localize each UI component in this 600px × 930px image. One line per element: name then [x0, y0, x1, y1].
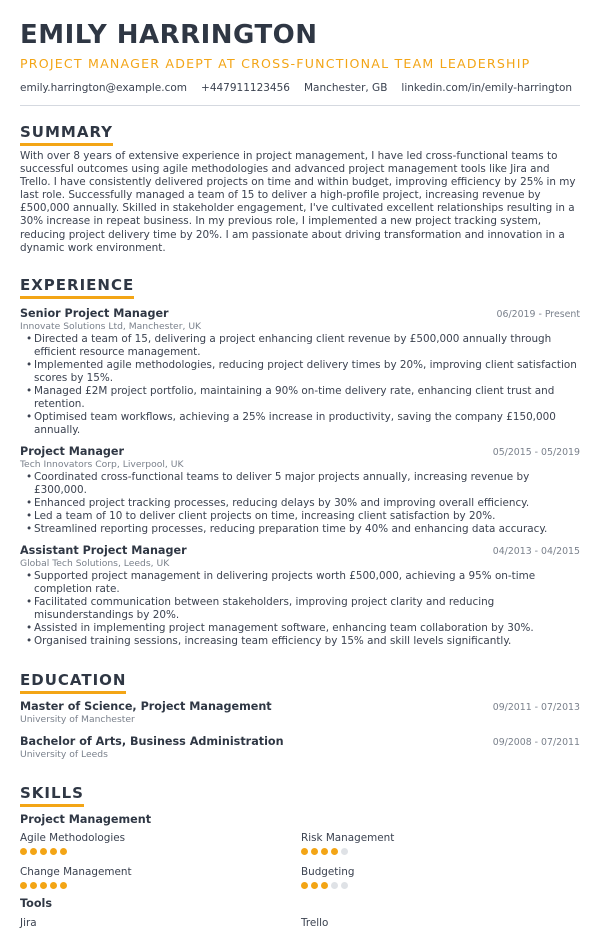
headline: PROJECT MANAGER ADEPT AT CROSS-FUNCTIONAL TEAM LEADERSHIP [20, 56, 531, 71]
job-bullet: • Implemented agile methodologies, reducing project delivery times by 20%, improving client satisfaction scores by 15%. [26, 358, 577, 384]
rating-dot-filled [40, 882, 47, 889]
job-bullet: • Streamlined reporting processes, reducing preparation time by 40% and enhancing data accuracy. [26, 522, 548, 535]
section-title-skills: SKILLS [20, 784, 84, 807]
job-company: Tech Innovators Corp, Liverpool, UK [20, 458, 184, 470]
skill-group-title: Project Management [20, 812, 152, 826]
education-entry [20, 735, 580, 761]
education-entry [20, 700, 580, 726]
job-bullet: • Coordinated cross-functional teams to deliver 5 major projects annually, increasing revenue by £300,000. [26, 470, 530, 496]
skill-item [301, 831, 580, 855]
job-bullet: • Directed a team of 15, delivering a project enhancing client revenue by £500,000 annually through efficient resource management. [26, 332, 552, 358]
skill-item [20, 831, 301, 855]
skill-rating [20, 882, 301, 889]
education-dates: 09/2011 - 07/2013 [492, 701, 580, 713]
job-bullet: • Supported project management in delivering projects worth £500,000, achieving a 95% on-time completion rate. [26, 569, 536, 595]
rating-dot-filled [311, 882, 318, 889]
skill-name: Risk Management [301, 831, 395, 844]
contact-bar [20, 81, 580, 95]
education-school: University of Manchester [20, 713, 135, 725]
summary-section [20, 122, 580, 255]
contact-location: Manchester, GB [303, 82, 388, 94]
contact-linkedin[interactable]: linkedin.com/in/emily-harrington [401, 82, 573, 94]
section-title-summary: SUMMARY [20, 123, 113, 146]
header-divider [20, 105, 580, 106]
job-entry [20, 445, 580, 536]
job-bullets [20, 333, 580, 437]
candidate-name: EMILY HARRINGTON [20, 20, 318, 50]
contact-phone[interactable]: +447911123456 [201, 82, 290, 94]
education-dates: 09/2008 - 07/2011 [492, 736, 580, 748]
job-bullet: • Optimised team workflows, achieving a 25% increase in productivity, saving the company £150,000 annually. [26, 410, 556, 436]
skill-rating [301, 882, 580, 889]
education-school: University of Leeds [20, 748, 108, 760]
rating-dot-filled [301, 882, 308, 889]
skill-item [20, 865, 301, 889]
job-entry [20, 307, 580, 437]
job-bullet: • Assisted in implementing project management software, enhancing team collaboration by 30%. [26, 621, 534, 634]
job-title: Senior Project Manager [20, 306, 169, 320]
rating-dot-empty [331, 882, 338, 889]
job-bullet: • Led a team of 10 to deliver client projects on time, increasing client satisfaction by 20%. [26, 509, 496, 522]
rating-dot-filled [60, 882, 67, 889]
education-section [20, 670, 580, 761]
job-bullet: • Enhanced project tracking processes, reducing delays by 30% and improving overall efficiency. [26, 496, 530, 509]
job-bullet: • Organised training sessions, increasing team efficiency by 15% and skill levels significantly. [26, 634, 512, 647]
contact-email[interactable]: emily.harrington@example.com [20, 82, 188, 94]
skills-section [20, 783, 580, 930]
skill-name: Budgeting [301, 865, 355, 878]
experience-section [20, 275, 580, 648]
rating-dot-filled [321, 882, 328, 889]
job-title: Project Manager [20, 444, 125, 458]
job-bullet: • Managed £2M project portfolio, maintaining a 90% on-time delivery rate, enhancing client trust and retention. [26, 384, 555, 410]
rating-dot-filled [20, 882, 27, 889]
rating-dot-filled [30, 882, 37, 889]
job-bullets [20, 570, 580, 648]
section-title-experience: EXPERIENCE [20, 276, 134, 299]
education-degree: Bachelor of Arts, Business Administration [20, 734, 284, 748]
rating-dot-empty [341, 882, 348, 889]
tool-item: Jira [20, 916, 37, 929]
job-bullet: • Facilitated communication between stakeholders, improving project clarity and reducing misunderstandings by 20%. [26, 595, 495, 621]
skill-name: Agile Methodologies [20, 831, 126, 844]
skill-grid [20, 831, 580, 889]
education-degree: Master of Science, Project Management [20, 699, 272, 713]
job-company: Global Tech Solutions, Leeds, UK [20, 557, 170, 569]
section-title-education: EDUCATION [20, 671, 126, 694]
tools-title: Tools [20, 896, 53, 910]
job-dates: 04/2013 - 04/2015 [492, 545, 580, 557]
skill-item [301, 865, 580, 889]
job-company: Innovate Solutions Ltd, Manchester, UK [20, 320, 202, 332]
job-entry [20, 544, 580, 648]
skill-name: Change Management [20, 865, 132, 878]
job-dates: 05/2015 - 05/2019 [492, 446, 580, 458]
job-dates: 06/2019 - Present [496, 308, 580, 320]
resume-page [20, 18, 580, 930]
tools-grid [20, 916, 580, 930]
job-title: Assistant Project Manager [20, 543, 187, 557]
tool-item: Trello [301, 916, 329, 929]
summary-text: With over 8 years of extensive experience in project management, I have led cross-functional teams to successful outcomes using agile methodologies and advanced project management tools like Jira and Trello. I have consistently delivered projects on time and within budget, improving efficiency by 25% in my last role. Successfully managed a team of 15 to deliver a high-profile project, increasing revenue by £500,000 annually. Skilled in stakeholder engagement, I've cultivated excellent relationships resulting in a 30% increase in repeat business. In my previous role, I implemented a new project tracking system, reducing project delivery time by 20%. I am passionate about driving transformation and innovation in a dynamic work environment. [20, 150, 576, 254]
rating-dot-filled [50, 882, 57, 889]
job-bullets [20, 471, 580, 536]
